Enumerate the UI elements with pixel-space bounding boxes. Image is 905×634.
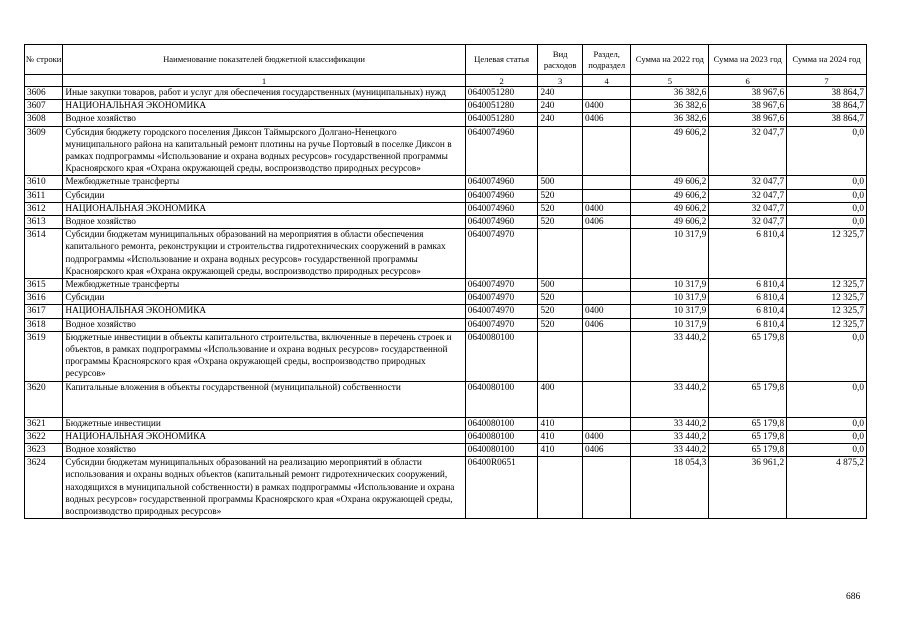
section-cell: 0406 [582,444,631,457]
table-row [25,126,867,176]
sum-2024-cell: 0,0 [787,216,867,229]
sum-2024-cell: 0,0 [787,176,867,189]
target-code-cell: 0640080100 [465,444,538,457]
sum-2024-cell: 12 325,7 [787,279,867,292]
expense-type-cell: 500 [538,279,582,292]
target-code-cell: 0640074970 [465,292,538,305]
header-expense-type: Вид расходов [538,45,582,75]
row-number-cell: 3615 [25,279,63,292]
expense-type-cell: 520 [538,189,582,202]
header-sum-2024: Сумма на 2024 год [787,45,867,75]
target-code-cell: 0640080100 [465,417,538,430]
section-cell [582,331,631,381]
sum-2023-cell: 32 047,7 [709,176,787,189]
sum-2023-cell: 65 179,8 [709,444,787,457]
page-number: 686 [846,592,861,602]
column-number: 1 [63,75,465,87]
expense-type-cell [538,457,582,519]
table-row [25,279,867,292]
sum-2024-cell: 38 864,7 [787,100,867,113]
target-code-cell: 0640074970 [465,318,538,331]
sum-2022-cell: 49 606,2 [631,189,709,202]
target-code-cell: 0640051280 [465,113,538,126]
name-cell: Субсидии [63,189,465,202]
section-cell [582,279,631,292]
sum-2022-cell: 10 317,9 [631,229,709,279]
section-cell: 0400 [582,100,631,113]
expense-type-cell: 240 [538,87,582,100]
table-row [25,216,867,229]
name-cell: Водное хозяйство [63,318,465,331]
sum-2024-cell: 0,0 [787,430,867,443]
sum-2024-cell: 0,0 [787,444,867,457]
expense-type-cell: 520 [538,216,582,229]
row-number-cell: 3617 [25,305,63,318]
sum-2024-cell: 0,0 [787,381,867,417]
sum-2024-cell: 0,0 [787,126,867,176]
name-cell: Субсидии [63,292,465,305]
sum-2024-cell: 12 325,7 [787,229,867,279]
expense-type-cell [538,229,582,279]
sum-2022-cell: 33 440,2 [631,417,709,430]
sum-2024-cell: 12 325,7 [787,318,867,331]
target-code-cell: 0640080100 [465,331,538,381]
sum-2024-cell: 38 864,7 [787,87,867,100]
expense-type-cell: 520 [538,292,582,305]
section-cell: 0400 [582,305,631,318]
sum-2022-cell: 36 382,6 [631,113,709,126]
row-number-cell: 3618 [25,318,63,331]
name-cell: НАЦИОНАЛЬНАЯ ЭКОНОМИКА [63,430,465,443]
row-number-cell: 3606 [25,87,63,100]
target-code-cell: 0640074970 [465,229,538,279]
table-row [25,202,867,215]
name-cell: Бюджетные инвестиции в объекты капитального строительства, включенные в перечень строек и объектов, в рамках подпрограммы «Использование и охрана водных ресурсов» государственной программы Красноярского края «Охрана окружающей среды, воспроизводство природных ресурсов» [63,331,465,381]
sum-2022-cell: 33 440,2 [631,331,709,381]
sum-2024-cell: 12 325,7 [787,292,867,305]
sum-2022-cell: 10 317,9 [631,305,709,318]
name-cell: Иные закупки товаров, работ и услуг для обеспечения государственных (муниципальных) нужд [63,87,465,100]
header-section: Раздел, подраздел [582,45,631,75]
table-row [25,318,867,331]
sum-2022-cell: 49 606,2 [631,176,709,189]
expense-type-cell: 400 [538,381,582,417]
table-row [25,87,867,100]
sum-2023-cell: 38 967,6 [709,113,787,126]
sum-2022-cell: 33 440,2 [631,430,709,443]
name-cell: Капитальные вложения в объекты государственной (муниципальной) собственности [63,381,465,417]
column-number-row [25,75,867,87]
row-number-cell: 3621 [25,417,63,430]
section-cell [582,457,631,519]
expense-type-cell [538,126,582,176]
sum-2024-cell: 38 864,7 [787,113,867,126]
name-cell: Субсидии бюджетам муниципальных образований на мероприятия в области обеспечения капитального ремонта, реконструкции и строительства гидротехнических сооружений в рамках подпрограммы «Использование и охрана водных ресурсов» государственной программы Красноярского края «Охрана окружающей среды, воспроизводство природных ресурсов» [63,229,465,279]
column-number: 5 [631,75,709,87]
target-code-cell: 0640051280 [465,100,538,113]
sum-2022-cell: 10 317,9 [631,279,709,292]
table-row [25,176,867,189]
row-number-cell: 3612 [25,202,63,215]
target-code-cell: 0640074960 [465,202,538,215]
table-row [25,189,867,202]
column-number: 4 [582,75,631,87]
target-code-cell: 0640051280 [465,87,538,100]
row-number-cell: 3623 [25,444,63,457]
name-cell: Межбюджетные трансферты [63,176,465,189]
row-number-cell: 3609 [25,126,63,176]
name-cell: Водное хозяйство [63,216,465,229]
section-cell [582,176,631,189]
sum-2022-cell: 33 440,2 [631,381,709,417]
section-cell [582,229,631,279]
sum-2023-cell: 38 967,6 [709,100,787,113]
sum-2023-cell: 65 179,8 [709,331,787,381]
table-row [25,113,867,126]
section-cell: 0406 [582,113,631,126]
row-number-cell: 3624 [25,457,63,519]
section-cell [582,381,631,417]
table-row [25,381,867,417]
target-code-cell: 0640074960 [465,216,538,229]
sum-2022-cell: 18 054,3 [631,457,709,519]
table-row [25,430,867,443]
expense-type-cell [538,331,582,381]
target-code-cell: 0640074960 [465,176,538,189]
target-code-cell: 06400R0651 [465,457,538,519]
section-cell: 0406 [582,216,631,229]
table-row [25,444,867,457]
section-cell: 0400 [582,202,631,215]
table-body [25,87,867,519]
sum-2022-cell: 36 382,6 [631,87,709,100]
header-sum-2022: Сумма на 2022 год [631,45,709,75]
row-number-cell: 3619 [25,331,63,381]
sum-2023-cell: 65 179,8 [709,417,787,430]
name-cell: Водное хозяйство [63,444,465,457]
sum-2023-cell: 6 810,4 [709,229,787,279]
name-cell: НАЦИОНАЛЬНАЯ ЭКОНОМИКА [63,100,465,113]
table-row [25,331,867,381]
section-cell [582,126,631,176]
sum-2022-cell: 33 440,2 [631,444,709,457]
expense-type-cell: 240 [538,113,582,126]
target-code-cell: 0640074970 [465,279,538,292]
row-number-cell: 3622 [25,430,63,443]
sum-2023-cell: 38 967,6 [709,87,787,100]
name-cell: Субсидии бюджетам муниципальных образований на реализацию мероприятий в области использования и охраны водных объектов (капитальный ремонт гидротехнических сооружений, находящихся в муниципальной собственности) в рамках подпрограммы «Использование и охрана водных ресурсов» государственной программы Красноярского края «Охрана окружающей среды, воспроизводство природных ресурсов» [63,457,465,519]
name-cell: НАЦИОНАЛЬНАЯ ЭКОНОМИКА [63,202,465,215]
target-code-cell: 0640074960 [465,189,538,202]
sum-2023-cell: 6 810,4 [709,318,787,331]
sum-2023-cell: 6 810,4 [709,305,787,318]
sum-2022-cell: 36 382,6 [631,100,709,113]
table-row [25,457,867,519]
target-code-cell: 0640074970 [465,305,538,318]
sum-2023-cell: 6 810,4 [709,292,787,305]
expense-type-cell: 520 [538,202,582,215]
row-number-cell: 3620 [25,381,63,417]
expense-type-cell: 410 [538,430,582,443]
target-code-cell: 0640074960 [465,126,538,176]
name-cell: НАЦИОНАЛЬНАЯ ЭКОНОМИКА [63,305,465,318]
sum-2024-cell: 0,0 [787,202,867,215]
section-cell [582,292,631,305]
header-row [25,45,867,75]
sum-2024-cell: 0,0 [787,417,867,430]
sum-2023-cell: 32 047,7 [709,189,787,202]
expense-type-cell: 240 [538,100,582,113]
sum-2022-cell: 10 317,9 [631,292,709,305]
row-number-cell: 3616 [25,292,63,305]
row-number-cell: 3611 [25,189,63,202]
expense-type-cell: 500 [538,176,582,189]
row-number-cell: 3610 [25,176,63,189]
sum-2024-cell: 4 875,2 [787,457,867,519]
row-number-cell: 3608 [25,113,63,126]
target-code-cell: 0640080100 [465,381,538,417]
column-number [25,75,63,87]
table-row [25,229,867,279]
budget-table [24,44,867,519]
sum-2024-cell: 0,0 [787,331,867,381]
name-cell: Межбюджетные трансферты [63,279,465,292]
name-cell: Субсидия бюджету городского поселения Диксон Таймырского Долгано-Ненецкого муниципального района на капитальный ремонт плотины на ручье Портовый в поселке Диксон в рамках подпрограммы «Использование и охрана водных ресурсов» государственной программы Красноярского края «Охрана окружающей среды, воспроизводство природных ресурсов» [63,126,465,176]
sum-2024-cell: 0,0 [787,189,867,202]
expense-type-cell: 520 [538,318,582,331]
name-cell: Бюджетные инвестиции [63,417,465,430]
sum-2022-cell: 49 606,2 [631,216,709,229]
sum-2023-cell: 36 961,2 [709,457,787,519]
sum-2022-cell: 10 317,9 [631,318,709,331]
row-number-cell: 3607 [25,100,63,113]
table-row [25,292,867,305]
table-row [25,305,867,318]
header-row-number: № строки [25,45,63,75]
section-cell [582,87,631,100]
sum-2023-cell: 65 179,8 [709,381,787,417]
header-name: Наименование показателей бюджетной классификации [63,45,465,75]
column-number: 2 [465,75,538,87]
section-cell [582,189,631,202]
sum-2023-cell: 32 047,7 [709,202,787,215]
section-cell: 0406 [582,318,631,331]
name-cell: Водное хозяйство [63,113,465,126]
header-sum-2023: Сумма на 2023 год [709,45,787,75]
sum-2022-cell: 49 606,2 [631,202,709,215]
section-cell: 0400 [582,430,631,443]
table-row [25,417,867,430]
sum-2024-cell: 12 325,7 [787,305,867,318]
table-row [25,100,867,113]
target-code-cell: 0640080100 [465,430,538,443]
sum-2023-cell: 65 179,8 [709,430,787,443]
column-number: 3 [538,75,582,87]
column-number: 6 [709,75,787,87]
sum-2023-cell: 6 810,4 [709,279,787,292]
sum-2023-cell: 32 047,7 [709,216,787,229]
expense-type-cell: 410 [538,417,582,430]
header-target: Целевая статья [465,45,538,75]
section-cell [582,417,631,430]
row-number-cell: 3614 [25,229,63,279]
sum-2022-cell: 49 606,2 [631,126,709,176]
column-number: 7 [787,75,867,87]
expense-type-cell: 520 [538,305,582,318]
row-number-cell: 3613 [25,216,63,229]
sum-2023-cell: 32 047,7 [709,126,787,176]
expense-type-cell: 410 [538,444,582,457]
